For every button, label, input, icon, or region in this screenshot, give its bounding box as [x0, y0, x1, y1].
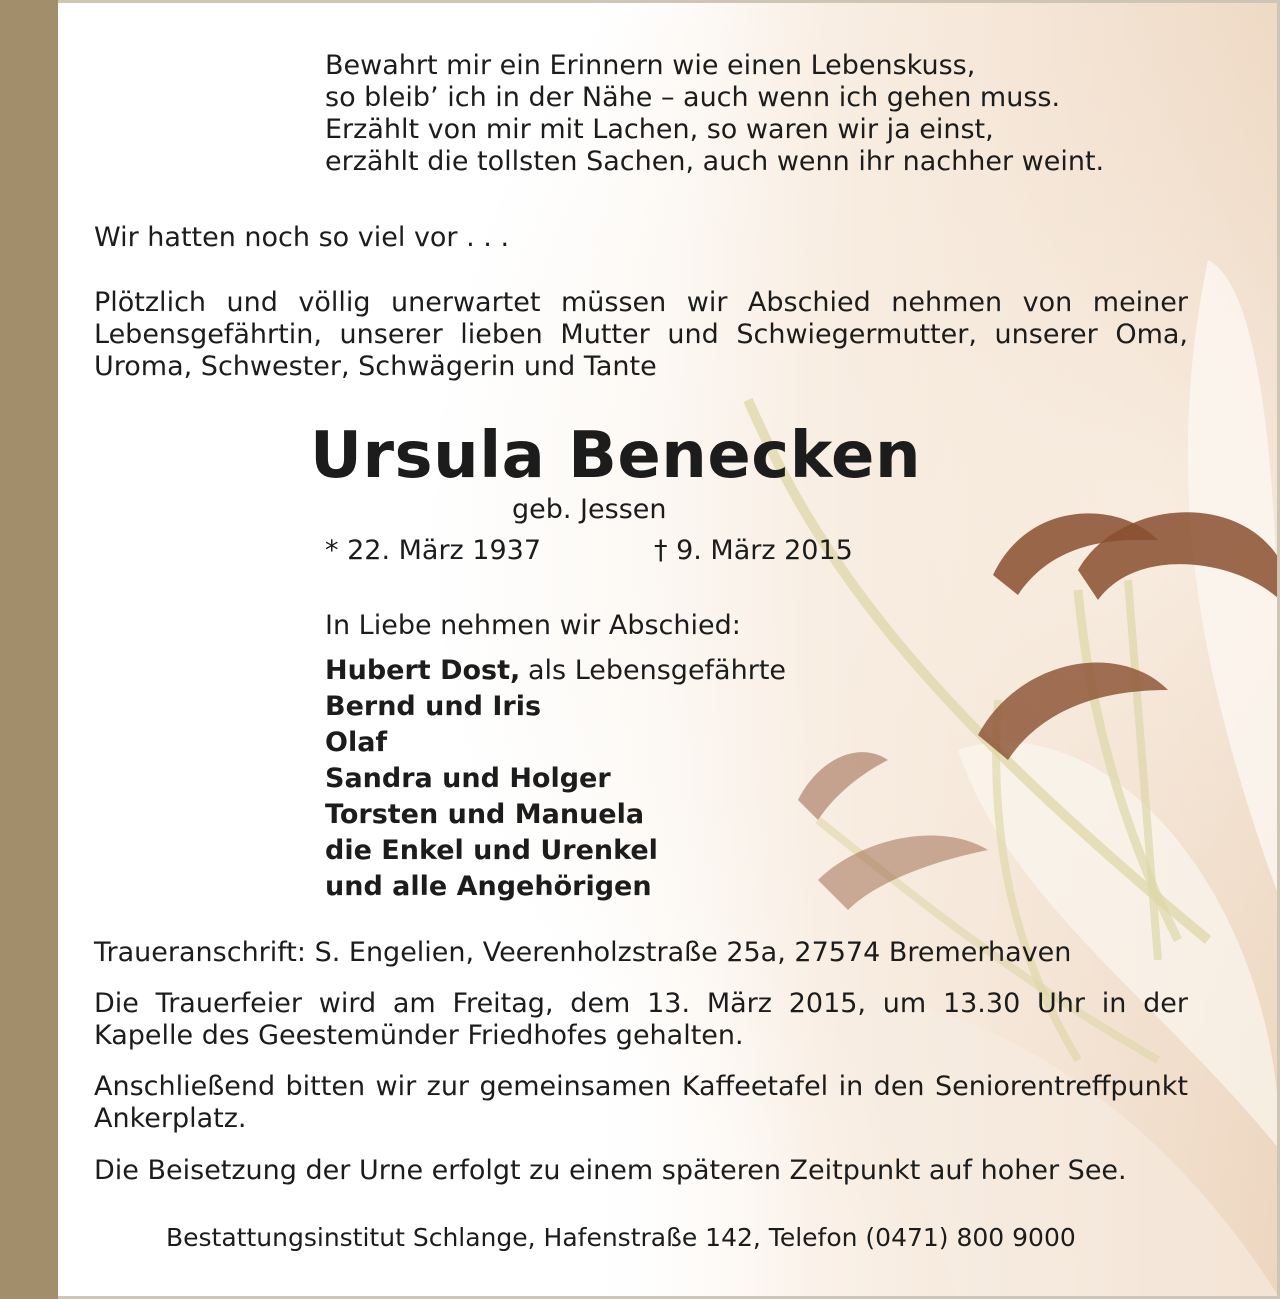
birth-date: * 22. März 1937 — [325, 535, 542, 566]
mourner-name: Bernd und Iris — [325, 691, 542, 722]
poem-line: erzählt die tollsten Sachen, auch wenn ihr nachher weint. — [325, 146, 1105, 177]
mourner-name: die Enkel und Urenkel — [325, 835, 658, 866]
mourner-name: Hubert Dost, — [325, 655, 521, 686]
ceremony-info: Die Trauerfeier wird am Freitag, dem 13. März 2015, um 13.30 Uhr in der Kapelle des Geestemünder Friedhofes gehalten. — [94, 988, 1188, 1051]
mourners-heading: In Liebe nehmen wir Abschied: — [325, 610, 741, 641]
intro-paragraph: Plötzlich und völlig unerwartet müssen wir Abschied nehmen von meiner Lebensgefährtin, unserer lieben Mutter und Schwiegermutter, unserer Oma, Uroma, Schwester, Schwägerin und Tante — [94, 287, 1188, 382]
death-date: † 9. März 2015 — [654, 535, 853, 566]
funeral-home-info: Bestattungsinstitut Schlange, Hafenstraße 142, Telefon (0471) 800 9000 — [166, 1223, 1076, 1252]
poem-line: so bleib’ ich in der Nähe – auch wenn ich gehen muss. — [325, 82, 1061, 113]
mourner-name: Olaf — [325, 727, 388, 758]
mourner-name: und alle Angehörigen — [325, 871, 652, 902]
deceased-name: Ursula Benecken — [310, 419, 921, 493]
mourning-address: Traueranschrift: S. Engelien, Veerenholzstraße 25a, 27574 Bremerhaven — [94, 937, 1072, 968]
maiden-name: geb. Jessen — [512, 494, 667, 525]
left-decorative-bar — [0, 0, 58, 1299]
poem-line: Bewahrt mir ein Erinnern wie einen Lebenskuss, — [325, 50, 976, 81]
intro-short: Wir hatten noch so viel vor . . . — [94, 222, 510, 253]
mourner-name: Torsten und Manuela — [325, 799, 645, 830]
burial-info: Die Beisetzung der Urne erfolgt zu einem späteren Zeitpunkt auf hoher See. — [94, 1155, 1127, 1186]
mourner-name: Sandra und Holger — [325, 763, 611, 794]
poem-line: Erzählt von mir mit Lachen, so waren wir ja einst, — [325, 114, 994, 145]
mourner-relation: als Lebensgefährte — [528, 655, 787, 686]
reception-info: Anschließend bitten wir zur gemeinsamen Kaffeetafel in den Seniorentreffpunkt Ankerplatz. — [94, 1071, 1188, 1134]
